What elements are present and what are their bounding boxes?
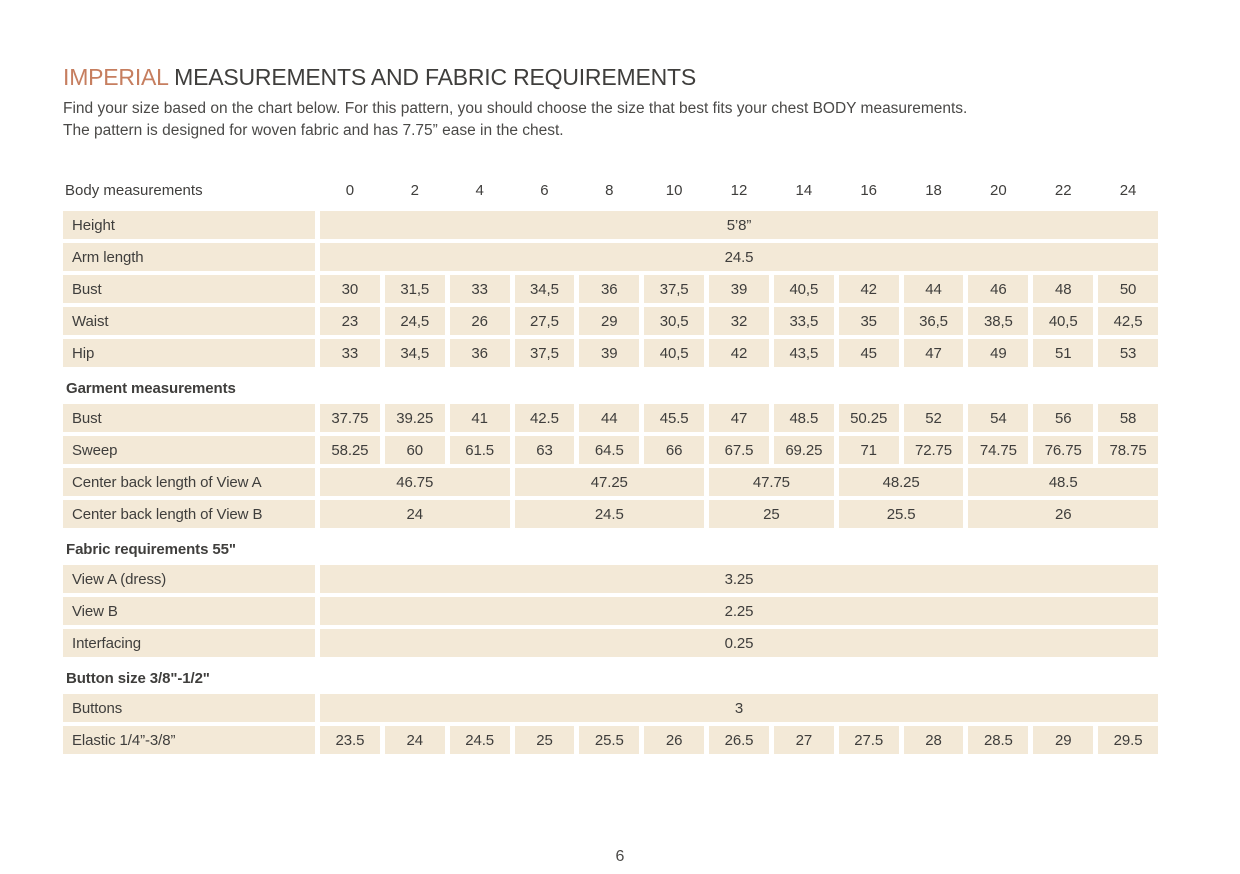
- intro-line-2: The pattern is designed for woven fabric and has 7.75” ease in the chest.: [63, 122, 564, 139]
- merged-value-cell: 5’8”: [320, 211, 1158, 239]
- value-cell: 48: [1033, 275, 1093, 303]
- value-cell: 27,5: [515, 307, 575, 335]
- value-cell: 35: [839, 307, 899, 335]
- section-heading: Button size 3/8"-1/2": [66, 670, 210, 687]
- value-cell: 69.25: [774, 436, 834, 464]
- value-cell: 37.75: [320, 404, 380, 432]
- value-cell: 76.75: [1033, 436, 1093, 464]
- value-cell: 64.5: [579, 436, 639, 464]
- value-cell: 53: [1098, 339, 1158, 367]
- size-column-header: 18: [925, 181, 942, 199]
- value-cell: 58: [1098, 404, 1158, 432]
- value-cell: 25: [515, 726, 575, 754]
- value-cell: 63: [515, 436, 575, 464]
- table-row: [63, 211, 1158, 239]
- value-cell: 54: [968, 404, 1028, 432]
- value-cell: 47: [709, 404, 769, 432]
- value-cell: 37,5: [515, 339, 575, 367]
- value-cell: 36: [579, 275, 639, 303]
- value-cell: 34,5: [385, 339, 445, 367]
- value-cell: 43,5: [774, 339, 834, 367]
- row-label: Buttons: [63, 694, 315, 722]
- section-heading: Garment measurements: [66, 380, 236, 397]
- value-cell: 26.5: [709, 726, 769, 754]
- merged-value-cell: 24.5: [320, 243, 1158, 271]
- intro-text: [63, 98, 1158, 142]
- value-cell: 44: [904, 275, 964, 303]
- value-cell: 24,5: [385, 307, 445, 335]
- table-row: [63, 275, 1158, 303]
- row-label: Arm length: [63, 243, 315, 271]
- value-cell: 44: [579, 404, 639, 432]
- merged-value-cell: 48.5: [968, 468, 1158, 496]
- value-cell: 49: [968, 339, 1028, 367]
- value-cell: 48.5: [774, 404, 834, 432]
- merged-value-cell: 0.25: [320, 629, 1158, 657]
- size-column-header: 0: [345, 181, 355, 199]
- page-number: 6: [615, 848, 625, 865]
- merged-value-cell: 26: [968, 500, 1158, 528]
- size-column-header: 10: [665, 181, 683, 199]
- merged-value-cell: 3.25: [320, 565, 1158, 593]
- value-cell: 27: [774, 726, 834, 754]
- value-cell: 31,5: [385, 275, 445, 303]
- value-cell: 26: [644, 726, 704, 754]
- size-column-header: 22: [1054, 181, 1072, 199]
- row-label: Waist: [63, 307, 315, 335]
- value-cell: 24.5: [450, 726, 510, 754]
- table-row: [63, 726, 1158, 754]
- value-cell: 46: [968, 275, 1028, 303]
- value-cell: 36: [450, 339, 510, 367]
- value-cell: 45: [839, 339, 899, 367]
- value-cell: 47: [904, 339, 964, 367]
- value-cell: 23: [320, 307, 380, 335]
- value-cell: 71: [839, 436, 899, 464]
- value-cell: 37,5: [644, 275, 704, 303]
- row-label: Bust: [63, 275, 315, 303]
- value-cell: 56: [1033, 404, 1093, 432]
- value-cell: 23.5: [320, 726, 380, 754]
- value-cell: 42.5: [515, 404, 575, 432]
- section-heading: Fabric requirements 55": [66, 541, 236, 558]
- value-cell: 25.5: [579, 726, 639, 754]
- merged-value-cell: 3: [320, 694, 1158, 722]
- value-cell: 39: [579, 339, 639, 367]
- value-cell: 29.5: [1098, 726, 1158, 754]
- size-column-header: 16: [860, 181, 878, 199]
- intro-line-1: Find your size based on the chart below. For this pattern, you should choose the size that best fits your chest BODY measurements.: [63, 100, 968, 117]
- value-cell: 40,5: [1033, 307, 1093, 335]
- value-cell: 78.75: [1098, 436, 1158, 464]
- value-cell: 42,5: [1098, 307, 1158, 335]
- value-cell: 51: [1033, 339, 1093, 367]
- size-column-header: 20: [990, 181, 1007, 199]
- table-row: [63, 500, 1158, 528]
- row-label: Height: [63, 211, 315, 239]
- table-row: [63, 597, 1158, 625]
- row-label: Bust: [63, 404, 315, 432]
- table-row: [63, 565, 1158, 593]
- table-header-row: [63, 178, 1158, 202]
- merged-value-cell: 24: [320, 500, 510, 528]
- size-column-header: 24: [1119, 181, 1137, 199]
- value-cell: 39.25: [385, 404, 445, 432]
- size-column-header: 6: [540, 181, 549, 199]
- merged-value-cell: 47.75: [709, 468, 834, 496]
- row-label: Elastic 1/4”-3/8”: [63, 726, 315, 754]
- value-cell: 28: [904, 726, 964, 754]
- row-label: Hip: [63, 339, 315, 367]
- page-title-accent: IMPERIAL: [63, 64, 168, 90]
- merged-value-cell: 48.25: [839, 468, 964, 496]
- value-cell: 24: [385, 726, 445, 754]
- value-cell: 29: [1033, 726, 1093, 754]
- value-cell: 42: [709, 339, 769, 367]
- value-cell: 61.5: [450, 436, 510, 464]
- table-row: [63, 339, 1158, 367]
- row-label: View B: [63, 597, 315, 625]
- value-cell: 58.25: [320, 436, 380, 464]
- row-label: Interfacing: [63, 629, 315, 657]
- size-column-header: 8: [605, 181, 614, 199]
- table-row: [63, 307, 1158, 335]
- size-column-header: 14: [795, 181, 813, 199]
- table-row: [63, 404, 1158, 432]
- value-cell: 40,5: [644, 339, 704, 367]
- value-cell: 30,5: [644, 307, 704, 335]
- value-cell: 33: [450, 275, 510, 303]
- value-cell: 33: [320, 339, 380, 367]
- value-cell: 26: [450, 307, 510, 335]
- value-cell: 29: [579, 307, 639, 335]
- table-row: [63, 468, 1158, 496]
- value-cell: 28.5: [968, 726, 1028, 754]
- value-cell: 39: [709, 275, 769, 303]
- size-column-header: 4: [475, 181, 484, 199]
- row-label: Center back length of View B: [63, 500, 315, 528]
- merged-value-cell: 2.25: [320, 597, 1158, 625]
- value-cell: 60: [385, 436, 445, 464]
- value-cell: 34,5: [515, 275, 575, 303]
- value-cell: 36,5: [904, 307, 964, 335]
- row-label: Sweep: [63, 436, 315, 464]
- value-cell: 42: [839, 275, 899, 303]
- table-row: [63, 694, 1158, 722]
- row-label: View A (dress): [63, 565, 315, 593]
- merged-value-cell: 25.5: [839, 500, 964, 528]
- page-title-rest: MEASUREMENTS AND FABRIC REQUIREMENTS: [167, 64, 696, 90]
- value-cell: 45.5: [644, 404, 704, 432]
- value-cell: 50.25: [839, 404, 899, 432]
- size-column-header: 2: [410, 181, 419, 199]
- column-header-label: Body measurements: [65, 181, 203, 199]
- value-cell: 33,5: [774, 307, 834, 335]
- value-cell: 32: [709, 307, 769, 335]
- value-cell: 27.5: [839, 726, 899, 754]
- merged-value-cell: 24.5: [515, 500, 705, 528]
- merged-value-cell: 25: [709, 500, 834, 528]
- table-row: [63, 436, 1158, 464]
- value-cell: 41: [450, 404, 510, 432]
- value-cell: 40,5: [774, 275, 834, 303]
- merged-value-cell: 47.25: [515, 468, 705, 496]
- table-row: [63, 629, 1158, 657]
- size-column-header: 12: [730, 181, 748, 199]
- row-label: Center back length of View A: [63, 468, 315, 496]
- value-cell: 72.75: [904, 436, 964, 464]
- value-cell: 30: [320, 275, 380, 303]
- value-cell: 67.5: [709, 436, 769, 464]
- measurement-table: [63, 178, 1158, 754]
- value-cell: 52: [904, 404, 964, 432]
- value-cell: 38,5: [968, 307, 1028, 335]
- table-row: [63, 243, 1158, 271]
- value-cell: 74.75: [968, 436, 1028, 464]
- value-cell: 66: [644, 436, 704, 464]
- page-title: [63, 64, 1158, 91]
- merged-value-cell: 46.75: [320, 468, 510, 496]
- value-cell: 50: [1098, 275, 1158, 303]
